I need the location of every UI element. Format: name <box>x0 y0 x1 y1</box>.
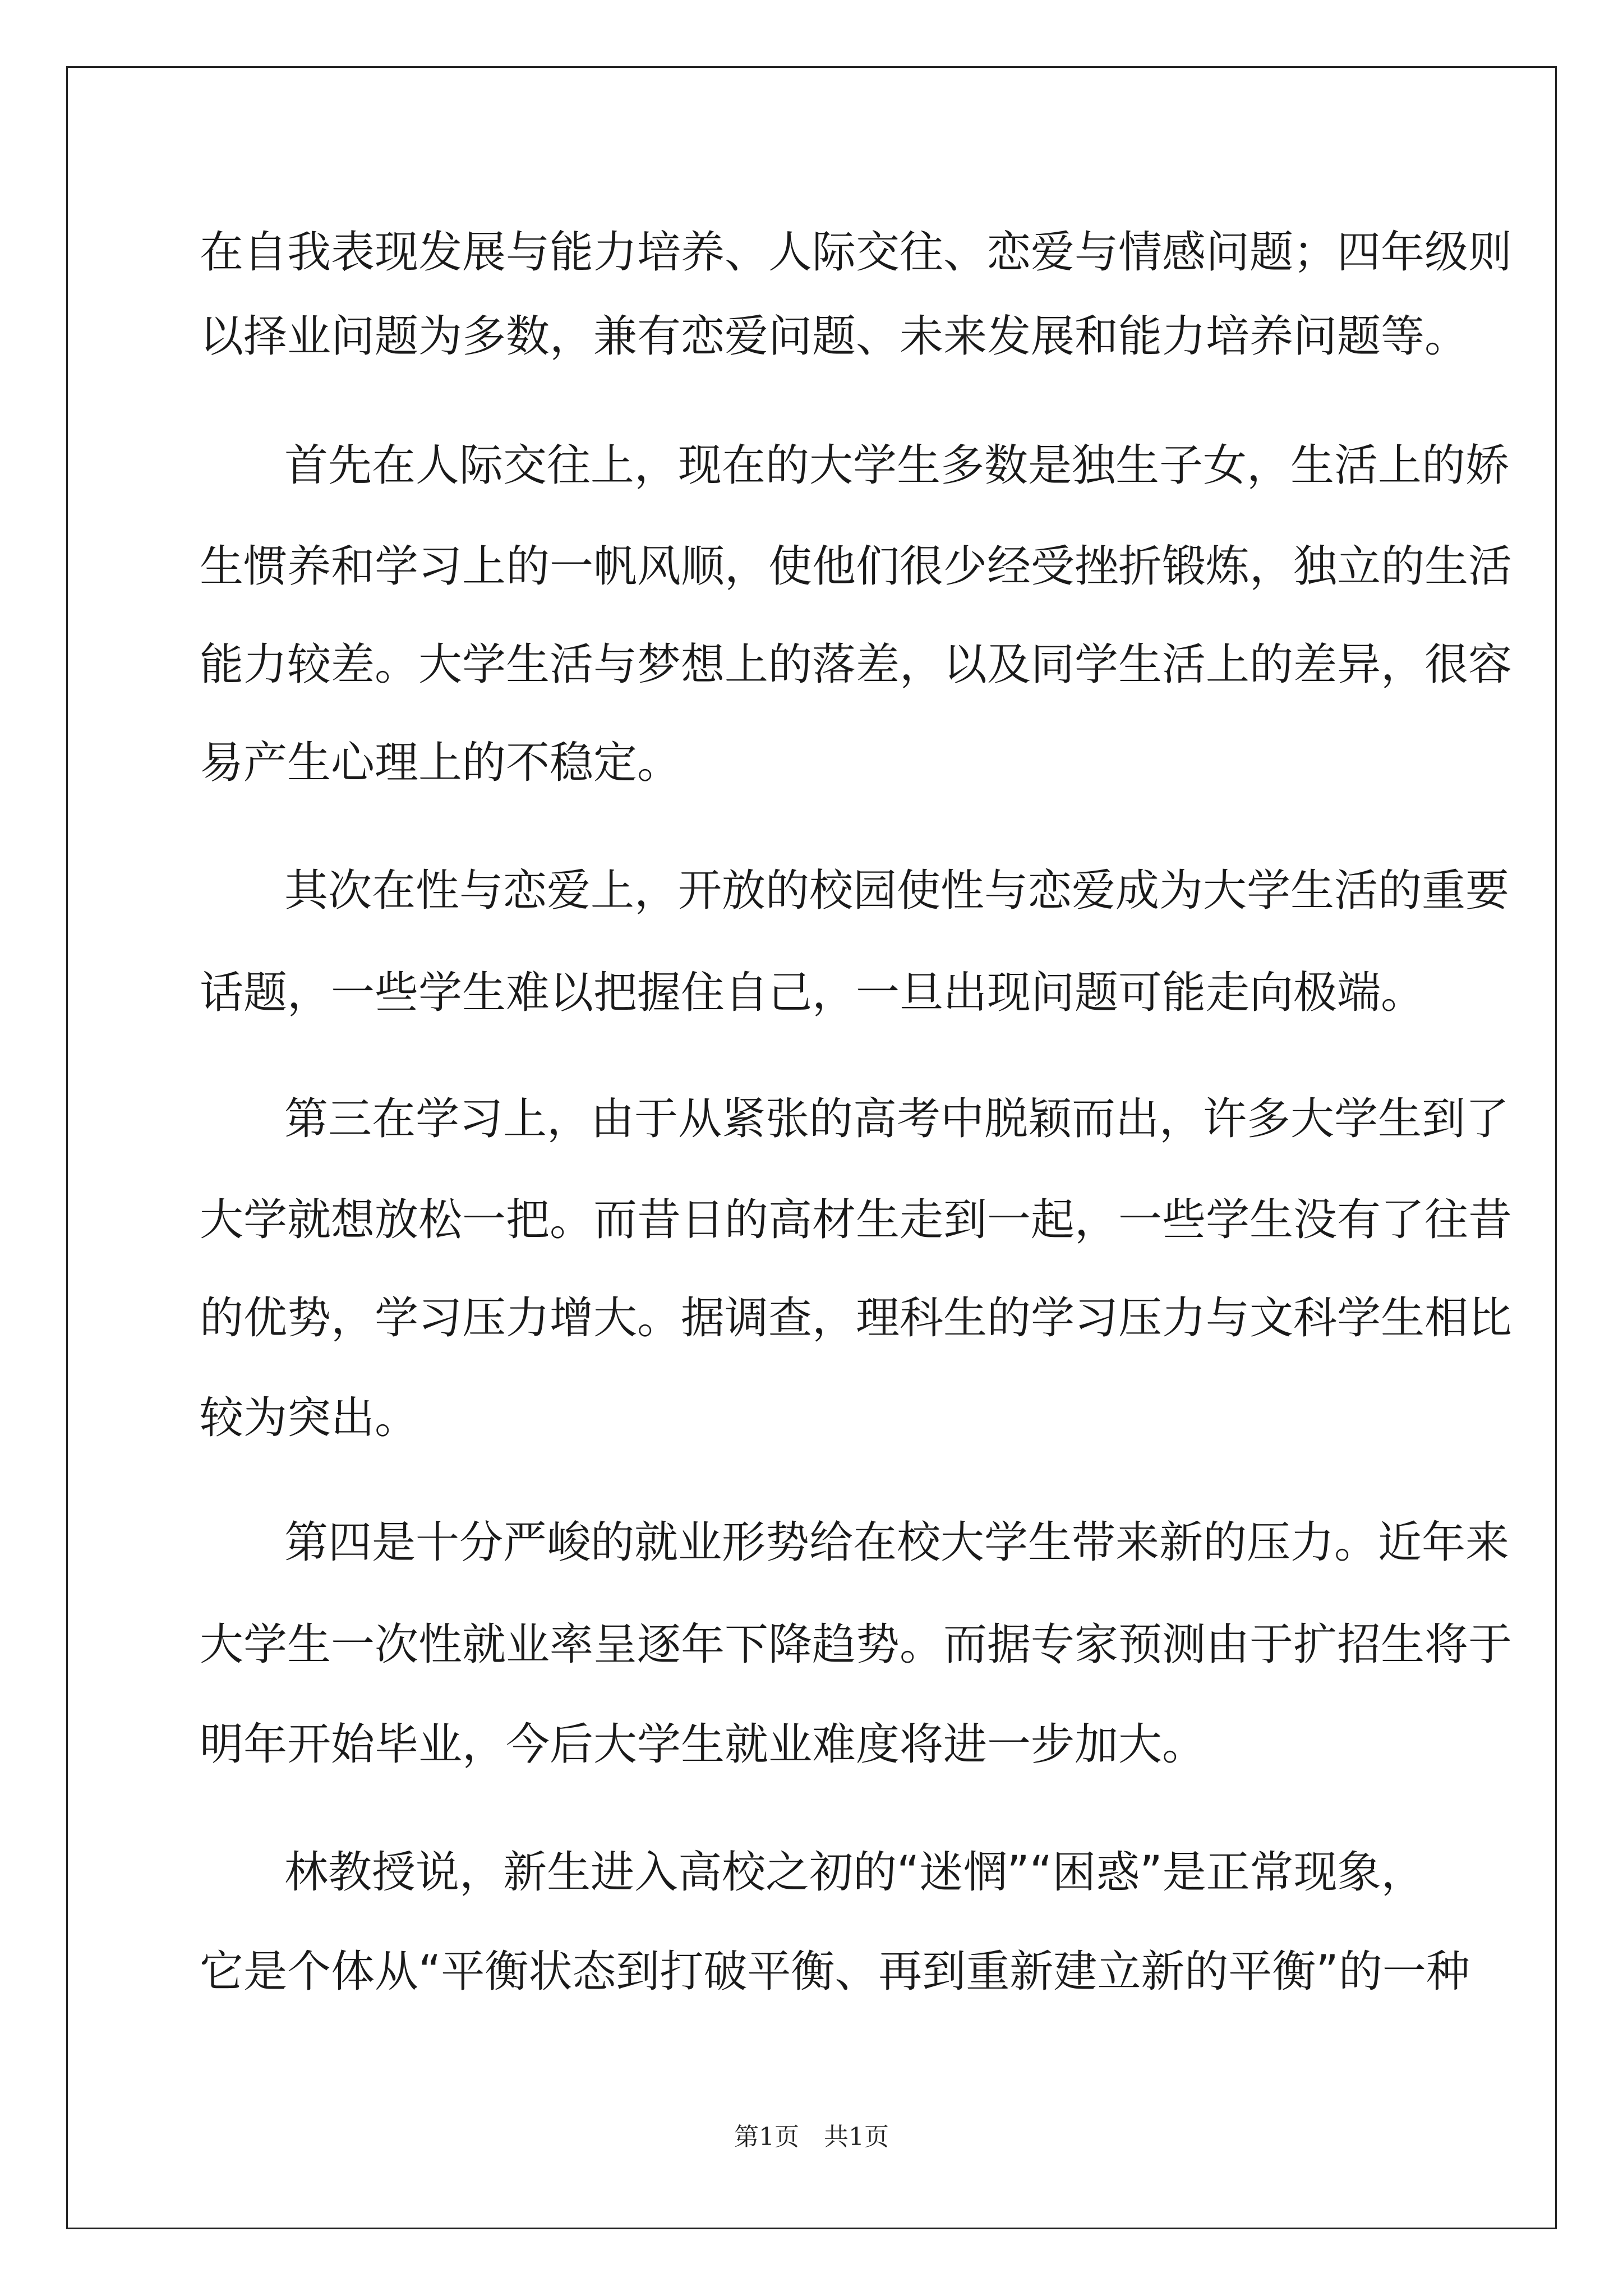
text-line: 易产生心理上的不稳定。 <box>200 738 681 788</box>
text-line: 大学生一次性就业率呈逐年下降趋势。而据专家预测由于扩招生将于 <box>200 1619 1513 1670</box>
text-line: 较为突出。 <box>200 1393 419 1443</box>
text-line: 以择业问题为多数，兼有恋爱问题、未来发展和能力培养问题等。 <box>200 311 1469 362</box>
text-line: 的优势，学习压力增大。据调查，理科生的学习压力与文科学生相比 <box>200 1293 1513 1343</box>
text-line: 话题，一些学生难以把握住自己，一旦出现问题可能走向极端。 <box>200 968 1425 1018</box>
text-line: 它是个体从“平衡状态到打破平衡、再到重新建立新的平衡”的一种 <box>200 1947 1470 1997</box>
text-line: 第四是十分严峻的就业形势给在校大学生带来新的压力。近年来 <box>284 1517 1510 1568</box>
text-line: 在自我表现发展与能力培养、人际交往、恋爱与情感问题；四年级则 <box>200 227 1513 278</box>
text-line: 林教授说，新生进入高校之初的“迷惘”“困惑”是正常现象， <box>284 1847 1425 1898</box>
text-line: 生惯养和学习上的一帆风顺，使他们很少经受挫折锻炼，独立的生活 <box>200 541 1513 592</box>
page-border <box>66 66 1557 2229</box>
text-line: 首先在人际交往上，现在的大学生多数是独生子女，生活上的娇 <box>284 440 1510 491</box>
text-line: 大学就想放松一把。而昔日的高材生走到一起，一些学生没有了往昔 <box>200 1195 1513 1245</box>
text-line: 能力较差。大学生活与梦想上的落差，以及同学生活上的差异，很容 <box>200 639 1513 690</box>
page-number-footer: 第1页 共1页 <box>734 2123 889 2151</box>
text-line: 其次在性与恋爱上，开放的校园使性与恋爱成为大学生活的重要 <box>284 866 1510 916</box>
text-line: 第三在学习上，由于从紧张的高考中脱颖而出，许多大学生到了 <box>284 1094 1510 1144</box>
text-line: 明年开始毕业，今后大学生就业难度将进一步加大。 <box>200 1719 1206 1770</box>
